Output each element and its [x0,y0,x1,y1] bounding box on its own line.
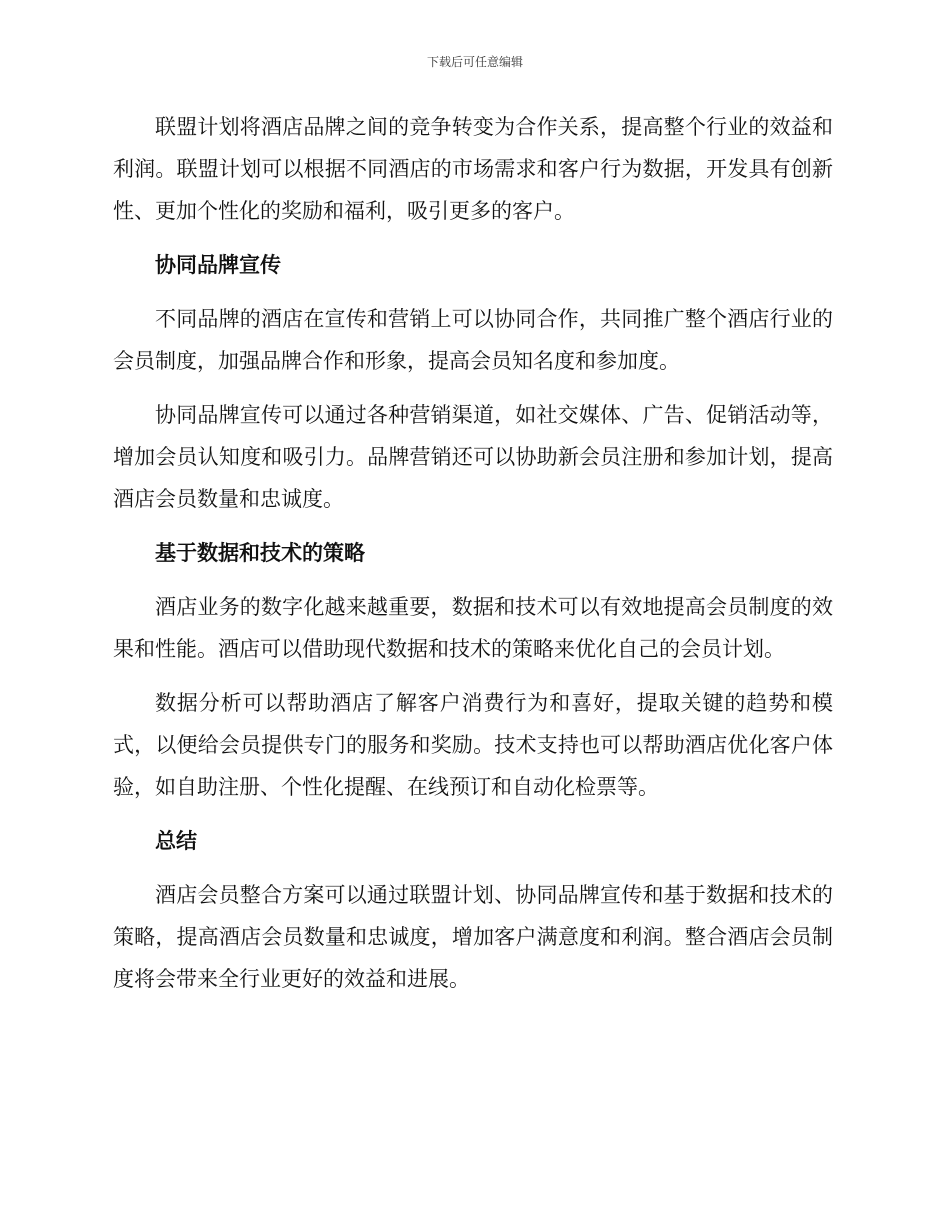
heading-summary: 总结 [155,829,197,853]
page-header: 下载后可任意编辑 [426,55,523,69]
heading-data-tech-strategy: 基于数据和技术的策略 [155,541,365,565]
paragraph-brand-cooperation: 不同品牌的酒店在宣传和营销上可以协同合作，共同推广整个酒店行业的会员制度，加强品牌合作和形象，提高会员知名度和参加度。 [113,307,833,373]
paragraph-summary: 酒店会员整合方案可以通过联盟计划、协同品牌宣传和基于数据和技术的策略，提高酒店会员数量和忠诚度，增加客户满意度和利润。整合酒店会员制度将会带来全行业更好的效益和进展。 [113,883,833,991]
paragraph-digitalization: 酒店业务的数字化越来越重要，数据和技术可以有效地提高会员制度的效果和性能。酒店可以借助现代数据和技术的策略来优化自己的会员计划。 [113,595,833,661]
document-body [113,106,833,1012]
paragraph-marketing-channels: 协同品牌宣传可以通过各种营销渠道，如社交媒体、广告、促销活动等，增加会员认知度和吸引力。品牌营销还可以协助新会员注册和参加计划，提高酒店会员数量和忠诚度。 [113,403,833,511]
heading-brand-promotion: 协同品牌宣传 [155,253,281,277]
paragraph-data-analysis: 数据分析可以帮助酒店了解客户消费行为和喜好，提取关键的趋势和模式，以便给会员提供专门的服务和奖励。技术支持也可以帮助酒店优化客户体验，如自助注册、个性化提醒、在线预订和自动化检票等。 [113,691,833,799]
paragraph-alliance-plan: 联盟计划将酒店品牌之间的竞争转变为合作关系，提高整个行业的效益和利润。联盟计划可以根据不同酒店的市场需求和客户行为数据，开发具有创新性、更加个性化的奖励和福利，吸引更多的客户。 [113,115,833,223]
